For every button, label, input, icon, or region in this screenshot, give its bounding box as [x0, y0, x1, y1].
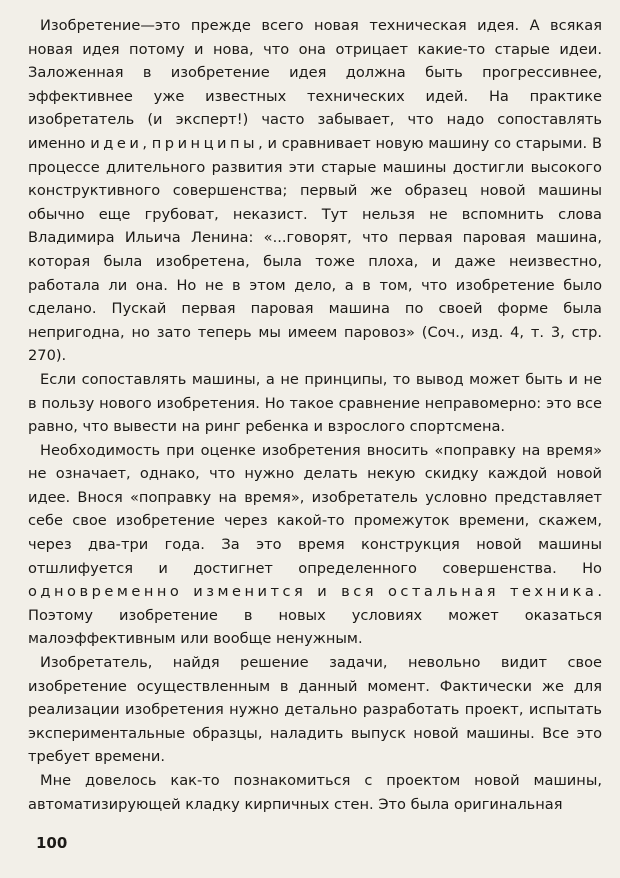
paragraph-1-text: ,: [142, 134, 152, 152]
paragraph-3-text: Необходимость при оценке изобретения вносить «поправку на время» не означает, однако, что нужно делать некую скидку каждой новой идее. Внося «поправку на время», изобретатель условно представляет себе свое изобретение через какой-то промежуток времени, скажем, через два-три года. За это время конструкция новой машины отшлифуется и достигнет определенного совершенства. Но: [28, 441, 602, 577]
paragraph-1-text: Изобретение—это прежде всего новая техническая идея. А всякая новая идея потому и нова, что она отрицает какие-то старые идеи. Заложенная в изобретение идея должна быть прогрессивнее, эффективнее уже известных технических идей. На практике изобретатель (и эксперт!) часто забывает, что надо сопоставлять именно: [28, 17, 602, 152]
paragraph-2-text: Если сопоставлять машины, а не принципы, то вывод может быть и не в пользу нового изобретения. Но такое сравнение неправомерно: это все равно, что вывести на ринг ребенка и взрослого спортсмена.: [28, 370, 602, 436]
paragraph-4: [28, 651, 602, 769]
emphasis-ideas: идеи: [90, 134, 143, 152]
paragraph-1: [28, 14, 602, 368]
paragraph-2: [28, 368, 602, 439]
paragraph-3-text: . Поэтому изобретение в новых условиях может оказаться малоэффективным или вообще ненужным.: [28, 583, 602, 648]
paragraph-5-text: Мне довелось как-то познакомиться с проектом новой машины, автоматизирующей кладку кирпичных стен. Это была оригинальная: [28, 772, 602, 813]
body-text: [28, 14, 602, 816]
page-number: 100: [36, 834, 68, 852]
paragraph-1-text: , и сравнивает новую машину со старыми. В процессе длительного развития эти старые машины достигли высокого конструктивного совершенства; первый же образец новой машины обычно еще грубоват, неказист. Тут нельзя не вспомнить слова Владимира Ильича Ленина: «...говорят, что первая паровая машина, которая была изобретена, была тоже плоха, и даже неизвестно, работала ли она. Но не в этом дело, а в том, что изобретение было сделано. Пускай первая паровая машина по своей форме была непригодна, но зато теперь мы имеем паровоз» (Соч., изд. 4, т. 3, стр. 270).: [28, 134, 602, 365]
paragraph-4-text: Изобретатель, найдя решение задачи, невольно видит свое изобретение осуществленным в данный момент. Фактически же для реализации изобретения нужно детально разработать проект, испытать экспериментальные образцы, наладить выпуск новой машины. Все это требует времени.: [28, 654, 602, 766]
paragraph-5: [28, 769, 602, 816]
paragraph-3: [28, 439, 602, 651]
emphasis-principles: принципы: [151, 134, 259, 152]
emphasis-all-technology-changes: одновременно изменится и вся остальная техника: [28, 583, 598, 601]
